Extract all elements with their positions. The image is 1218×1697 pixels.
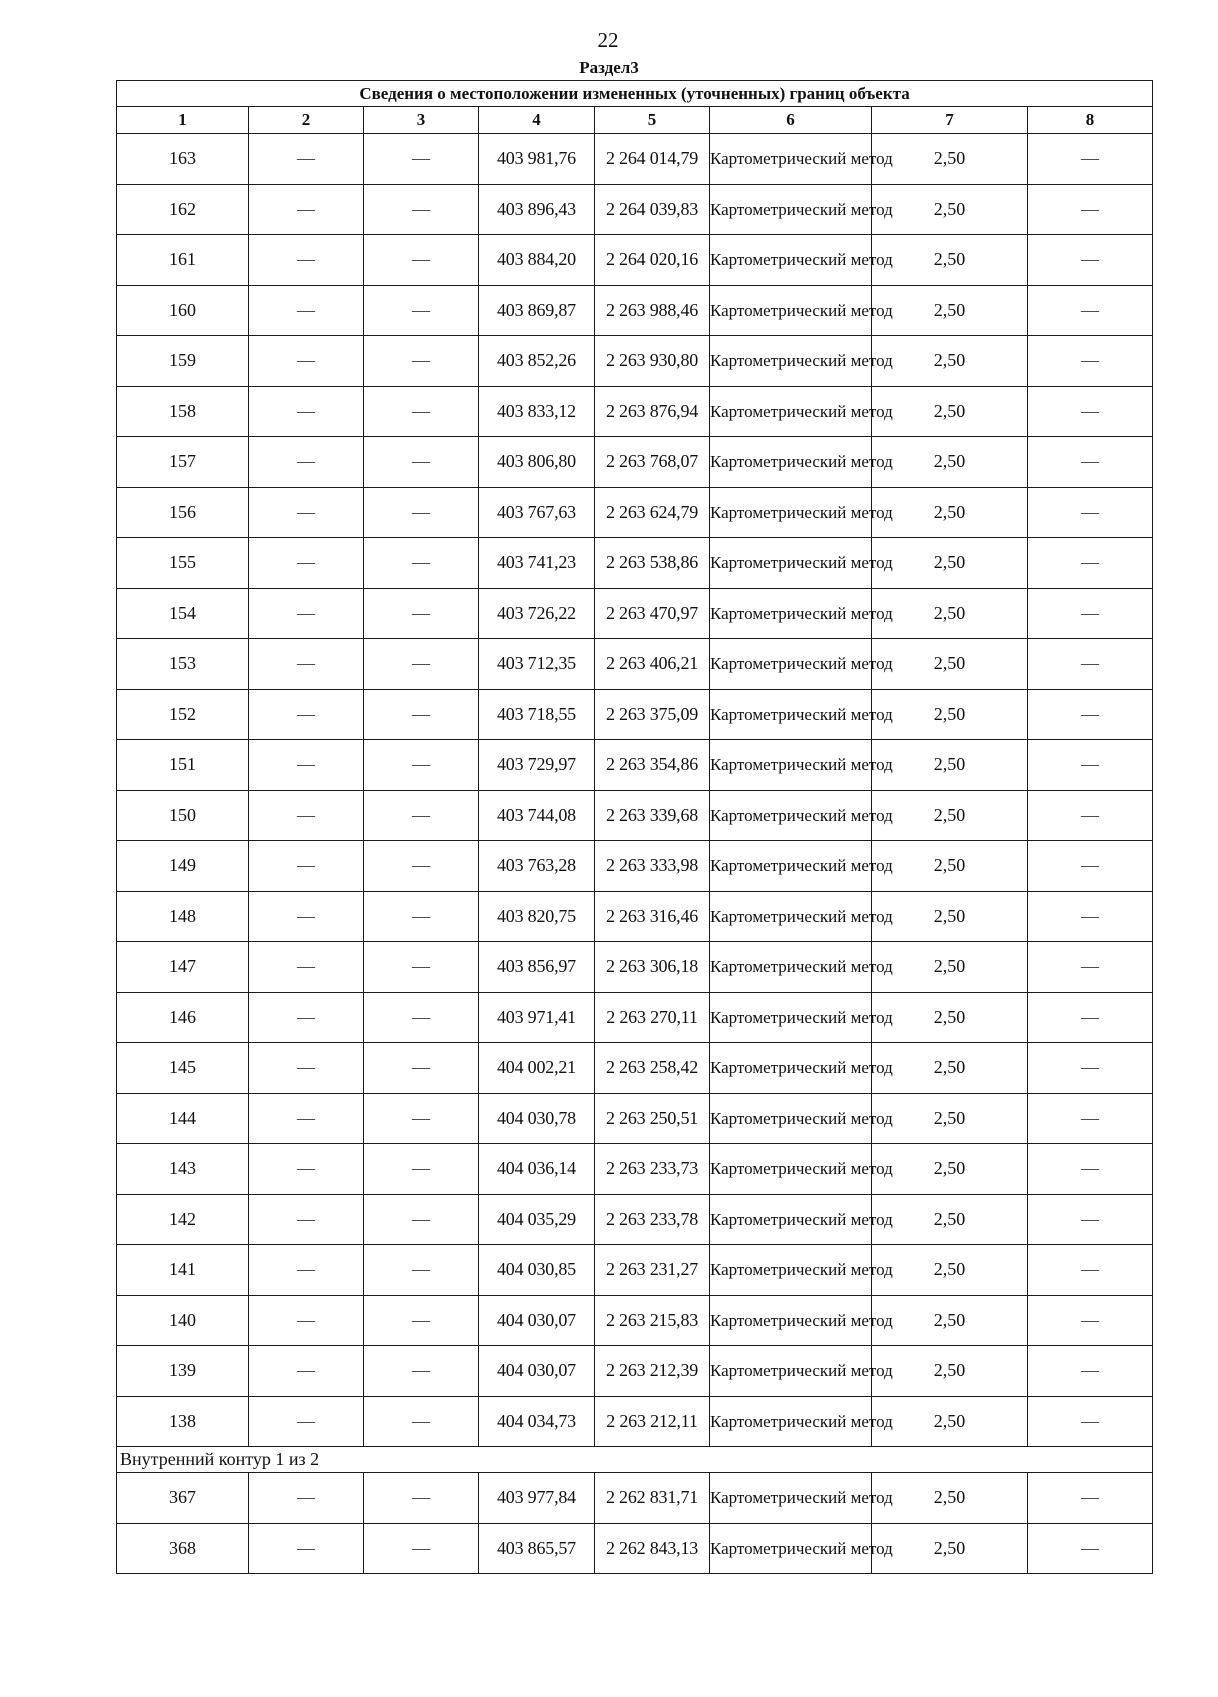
accuracy-cell: 2,50 bbox=[872, 1093, 1028, 1144]
accuracy-cell: 2,50 bbox=[872, 1144, 1028, 1195]
table-row bbox=[117, 992, 1153, 1043]
coordinate-y-cell: 2 263 333,98 bbox=[595, 841, 710, 892]
point-number-cell: 143 bbox=[117, 1144, 249, 1195]
empty-value-cell: — bbox=[364, 1295, 479, 1346]
empty-value-cell: — bbox=[249, 1144, 364, 1195]
empty-value-cell: — bbox=[1028, 891, 1153, 942]
accuracy-cell: 2,50 bbox=[872, 386, 1028, 437]
empty-value-cell: — bbox=[1028, 1194, 1153, 1245]
empty-value-cell: — bbox=[1028, 437, 1153, 488]
point-number-cell: 151 bbox=[117, 740, 249, 791]
point-number-cell: 155 bbox=[117, 538, 249, 589]
accuracy-cell: 2,50 bbox=[872, 740, 1028, 791]
empty-value-cell: — bbox=[364, 992, 479, 1043]
empty-value-cell: — bbox=[1028, 184, 1153, 235]
table-row bbox=[117, 386, 1153, 437]
table-row bbox=[117, 1396, 1153, 1447]
coordinate-x-cell: 403 741,23 bbox=[479, 538, 595, 589]
empty-value-cell: — bbox=[364, 538, 479, 589]
accuracy-cell: 2,50 bbox=[872, 790, 1028, 841]
empty-value-cell: — bbox=[364, 1043, 479, 1094]
accuracy-cell: 2,50 bbox=[872, 942, 1028, 993]
empty-value-cell: — bbox=[364, 1523, 479, 1574]
empty-value-cell: — bbox=[1028, 588, 1153, 639]
empty-value-cell: — bbox=[249, 1194, 364, 1245]
empty-value-cell: — bbox=[364, 437, 479, 488]
empty-value-cell: — bbox=[249, 437, 364, 488]
point-number-cell: 158 bbox=[117, 386, 249, 437]
accuracy-cell: 2,50 bbox=[872, 1245, 1028, 1296]
method-cell: Картометрический метод bbox=[710, 992, 872, 1043]
empty-value-cell: — bbox=[1028, 1295, 1153, 1346]
coordinate-y-cell: 2 263 270,11 bbox=[595, 992, 710, 1043]
method-cell: Картометрический метод bbox=[710, 1245, 872, 1296]
method-cell: Картометрический метод bbox=[710, 1396, 872, 1447]
method-cell: Картометрический метод bbox=[710, 942, 872, 993]
table-row bbox=[117, 689, 1153, 740]
point-number-cell: 157 bbox=[117, 437, 249, 488]
point-number-cell: 144 bbox=[117, 1093, 249, 1144]
empty-value-cell: — bbox=[1028, 1473, 1153, 1524]
coordinate-x-cell: 403 852,26 bbox=[479, 336, 595, 387]
empty-value-cell: — bbox=[249, 1295, 364, 1346]
point-number-cell: 142 bbox=[117, 1194, 249, 1245]
coordinate-y-cell: 2 263 212,39 bbox=[595, 1346, 710, 1397]
empty-value-cell: — bbox=[249, 1043, 364, 1094]
empty-value-cell: — bbox=[1028, 1043, 1153, 1094]
empty-value-cell: — bbox=[249, 1346, 364, 1397]
method-cell: Картометрический метод bbox=[710, 235, 872, 286]
table-row bbox=[117, 1093, 1153, 1144]
empty-value-cell: — bbox=[249, 841, 364, 892]
accuracy-cell: 2,50 bbox=[872, 992, 1028, 1043]
table-row bbox=[117, 841, 1153, 892]
coordinate-y-cell: 2 263 988,46 bbox=[595, 285, 710, 336]
coordinate-x-cell: 403 856,97 bbox=[479, 942, 595, 993]
method-cell: Картометрический метод bbox=[710, 1346, 872, 1397]
accuracy-cell: 2,50 bbox=[872, 689, 1028, 740]
point-number-cell: 153 bbox=[117, 639, 249, 690]
method-cell: Картометрический метод bbox=[710, 790, 872, 841]
empty-value-cell: — bbox=[364, 740, 479, 791]
coordinate-y-cell: 2 263 233,73 bbox=[595, 1144, 710, 1195]
coordinate-y-cell: 2 263 231,27 bbox=[595, 1245, 710, 1296]
empty-value-cell: — bbox=[249, 285, 364, 336]
method-cell: Картометрический метод bbox=[710, 134, 872, 185]
coordinate-y-cell: 2 264 014,79 bbox=[595, 134, 710, 185]
method-cell: Картометрический метод bbox=[710, 336, 872, 387]
coordinate-y-cell: 2 262 831,71 bbox=[595, 1473, 710, 1524]
method-cell: Картометрический метод bbox=[710, 437, 872, 488]
table-row bbox=[117, 487, 1153, 538]
point-number-cell: 147 bbox=[117, 942, 249, 993]
coordinate-x-cell: 404 030,07 bbox=[479, 1295, 595, 1346]
coordinate-y-cell: 2 263 375,09 bbox=[595, 689, 710, 740]
accuracy-cell: 2,50 bbox=[872, 538, 1028, 589]
table-row bbox=[117, 1194, 1153, 1245]
empty-value-cell: — bbox=[364, 1245, 479, 1296]
coordinate-y-cell: 2 263 258,42 bbox=[595, 1043, 710, 1094]
point-number-cell: 148 bbox=[117, 891, 249, 942]
accuracy-cell: 2,50 bbox=[872, 285, 1028, 336]
point-number-cell: 159 bbox=[117, 336, 249, 387]
empty-value-cell: — bbox=[1028, 992, 1153, 1043]
empty-value-cell: — bbox=[364, 1396, 479, 1447]
point-number-cell: 140 bbox=[117, 1295, 249, 1346]
empty-value-cell: — bbox=[1028, 1523, 1153, 1574]
empty-value-cell: — bbox=[1028, 841, 1153, 892]
method-cell: Картометрический метод bbox=[710, 1295, 872, 1346]
table-body bbox=[117, 134, 1153, 1447]
point-number-cell: 152 bbox=[117, 689, 249, 740]
coordinate-x-cell: 403 833,12 bbox=[479, 386, 595, 437]
empty-value-cell: — bbox=[249, 184, 364, 235]
contour-label-row bbox=[117, 1447, 1153, 1473]
coordinate-y-cell: 2 263 233,78 bbox=[595, 1194, 710, 1245]
coordinate-x-cell: 403 896,43 bbox=[479, 184, 595, 235]
table-caption-row bbox=[117, 81, 1153, 107]
empty-value-cell: — bbox=[249, 538, 364, 589]
column-header: 3 bbox=[364, 107, 479, 134]
accuracy-cell: 2,50 bbox=[872, 235, 1028, 286]
accuracy-cell: 2,50 bbox=[872, 184, 1028, 235]
point-number-cell: 163 bbox=[117, 134, 249, 185]
empty-value-cell: — bbox=[364, 386, 479, 437]
table-row bbox=[117, 1346, 1153, 1397]
table-row bbox=[117, 1473, 1153, 1524]
accuracy-cell: 2,50 bbox=[872, 134, 1028, 185]
empty-value-cell: — bbox=[1028, 386, 1153, 437]
method-cell: Картометрический метод bbox=[710, 891, 872, 942]
point-number-cell: 368 bbox=[117, 1523, 249, 1574]
coordinate-y-cell: 2 263 250,51 bbox=[595, 1093, 710, 1144]
coordinate-y-cell: 2 263 212,11 bbox=[595, 1396, 710, 1447]
point-number-cell: 367 bbox=[117, 1473, 249, 1524]
coordinate-y-cell: 2 263 930,80 bbox=[595, 336, 710, 387]
table-row bbox=[117, 1245, 1153, 1296]
table-row bbox=[117, 740, 1153, 791]
coordinate-x-cell: 403 767,63 bbox=[479, 487, 595, 538]
point-number-cell: 161 bbox=[117, 235, 249, 286]
coordinate-x-cell: 403 977,84 bbox=[479, 1473, 595, 1524]
empty-value-cell: — bbox=[249, 235, 364, 286]
coordinate-y-cell: 2 262 843,13 bbox=[595, 1523, 710, 1574]
method-cell: Картометрический метод bbox=[710, 740, 872, 791]
empty-value-cell: — bbox=[1028, 1093, 1153, 1144]
coordinate-y-cell: 2 263 215,83 bbox=[595, 1295, 710, 1346]
table-row bbox=[117, 588, 1153, 639]
coordinate-x-cell: 403 763,28 bbox=[479, 841, 595, 892]
accuracy-cell: 2,50 bbox=[872, 891, 1028, 942]
empty-value-cell: — bbox=[1028, 538, 1153, 589]
point-number-cell: 138 bbox=[117, 1396, 249, 1447]
coordinate-x-cell: 404 002,21 bbox=[479, 1043, 595, 1094]
empty-value-cell: — bbox=[249, 588, 364, 639]
empty-value-cell: — bbox=[364, 184, 479, 235]
coordinate-x-cell: 404 030,07 bbox=[479, 1346, 595, 1397]
accuracy-cell: 2,50 bbox=[872, 1346, 1028, 1397]
table-row bbox=[117, 336, 1153, 387]
accuracy-cell: 2,50 bbox=[872, 1194, 1028, 1245]
accuracy-cell: 2,50 bbox=[872, 1473, 1028, 1524]
table-row bbox=[117, 285, 1153, 336]
table-row bbox=[117, 891, 1153, 942]
column-header: 7 bbox=[872, 107, 1028, 134]
method-cell: Картометрический метод bbox=[710, 1144, 872, 1195]
contour-section bbox=[117, 1447, 1153, 1473]
accuracy-cell: 2,50 bbox=[872, 1396, 1028, 1447]
empty-value-cell: — bbox=[249, 336, 364, 387]
empty-value-cell: — bbox=[364, 1346, 479, 1397]
empty-value-cell: — bbox=[364, 942, 479, 993]
table-row bbox=[117, 1523, 1153, 1574]
coordinate-y-cell: 2 263 316,46 bbox=[595, 891, 710, 942]
table-row bbox=[117, 1043, 1153, 1094]
empty-value-cell: — bbox=[249, 487, 364, 538]
coordinate-x-cell: 403 981,76 bbox=[479, 134, 595, 185]
table-row bbox=[117, 942, 1153, 993]
accuracy-cell: 2,50 bbox=[872, 639, 1028, 690]
column-header: 5 bbox=[595, 107, 710, 134]
coordinate-x-cell: 403 971,41 bbox=[479, 992, 595, 1043]
empty-value-cell: — bbox=[364, 487, 479, 538]
coordinate-x-cell: 403 820,75 bbox=[479, 891, 595, 942]
coordinate-y-cell: 2 263 354,86 bbox=[595, 740, 710, 791]
empty-value-cell: — bbox=[1028, 487, 1153, 538]
coordinate-x-cell: 404 030,78 bbox=[479, 1093, 595, 1144]
column-header-row bbox=[117, 107, 1153, 134]
coordinate-x-cell: 403 712,35 bbox=[479, 639, 595, 690]
table-row bbox=[117, 538, 1153, 589]
coordinate-x-cell: 403 718,55 bbox=[479, 689, 595, 740]
empty-value-cell: — bbox=[249, 942, 364, 993]
coordinate-y-cell: 2 263 306,18 bbox=[595, 942, 710, 993]
contour-label: Внутренний контур 1 из 2 bbox=[117, 1447, 1153, 1473]
method-cell: Картометрический метод bbox=[710, 639, 872, 690]
empty-value-cell: — bbox=[1028, 1346, 1153, 1397]
coordinate-x-cell: 403 869,87 bbox=[479, 285, 595, 336]
empty-value-cell: — bbox=[1028, 740, 1153, 791]
coordinate-y-cell: 2 263 339,68 bbox=[595, 790, 710, 841]
empty-value-cell: — bbox=[249, 1473, 364, 1524]
empty-value-cell: — bbox=[249, 1245, 364, 1296]
method-cell: Картометрический метод bbox=[710, 1473, 872, 1524]
point-number-cell: 156 bbox=[117, 487, 249, 538]
empty-value-cell: — bbox=[249, 134, 364, 185]
empty-value-cell: — bbox=[364, 1194, 479, 1245]
accuracy-cell: 2,50 bbox=[872, 1523, 1028, 1574]
method-cell: Картометрический метод bbox=[710, 184, 872, 235]
method-cell: Картометрический метод bbox=[710, 841, 872, 892]
empty-value-cell: — bbox=[364, 336, 479, 387]
empty-value-cell: — bbox=[364, 1093, 479, 1144]
coordinate-x-cell: 403 884,20 bbox=[479, 235, 595, 286]
accuracy-cell: 2,50 bbox=[872, 487, 1028, 538]
coordinate-y-cell: 2 263 470,97 bbox=[595, 588, 710, 639]
point-number-cell: 145 bbox=[117, 1043, 249, 1094]
method-cell: Картометрический метод bbox=[710, 386, 872, 437]
method-cell: Картометрический метод bbox=[710, 487, 872, 538]
column-header: 6 bbox=[710, 107, 872, 134]
empty-value-cell: — bbox=[249, 891, 364, 942]
empty-value-cell: — bbox=[1028, 285, 1153, 336]
coordinate-x-cell: 403 726,22 bbox=[479, 588, 595, 639]
coordinates-table bbox=[116, 80, 1153, 1574]
coordinate-y-cell: 2 264 020,16 bbox=[595, 235, 710, 286]
method-cell: Картометрический метод bbox=[710, 538, 872, 589]
coordinate-x-cell: 404 034,73 bbox=[479, 1396, 595, 1447]
empty-value-cell: — bbox=[1028, 1144, 1153, 1195]
method-cell: Картометрический метод bbox=[710, 285, 872, 336]
point-number-cell: 162 bbox=[117, 184, 249, 235]
empty-value-cell: — bbox=[1028, 1396, 1153, 1447]
empty-value-cell: — bbox=[249, 790, 364, 841]
empty-value-cell: — bbox=[1028, 1245, 1153, 1296]
table-row bbox=[117, 235, 1153, 286]
coordinate-x-cell: 403 744,08 bbox=[479, 790, 595, 841]
empty-value-cell: — bbox=[249, 992, 364, 1043]
empty-value-cell: — bbox=[364, 689, 479, 740]
empty-value-cell: — bbox=[249, 740, 364, 791]
column-header: 2 bbox=[249, 107, 364, 134]
empty-value-cell: — bbox=[249, 689, 364, 740]
table-row bbox=[117, 134, 1153, 185]
table-row bbox=[117, 639, 1153, 690]
accuracy-cell: 2,50 bbox=[872, 336, 1028, 387]
point-number-cell: 150 bbox=[117, 790, 249, 841]
empty-value-cell: — bbox=[1028, 639, 1153, 690]
empty-value-cell: — bbox=[364, 841, 479, 892]
point-number-cell: 149 bbox=[117, 841, 249, 892]
empty-value-cell: — bbox=[249, 639, 364, 690]
coordinate-x-cell: 403 806,80 bbox=[479, 437, 595, 488]
empty-value-cell: — bbox=[364, 235, 479, 286]
accuracy-cell: 2,50 bbox=[872, 1043, 1028, 1094]
empty-value-cell: — bbox=[1028, 235, 1153, 286]
coordinate-y-cell: 2 263 538,86 bbox=[595, 538, 710, 589]
method-cell: Картометрический метод bbox=[710, 1194, 872, 1245]
empty-value-cell: — bbox=[364, 891, 479, 942]
accuracy-cell: 2,50 bbox=[872, 1295, 1028, 1346]
coordinate-y-cell: 2 263 624,79 bbox=[595, 487, 710, 538]
empty-value-cell: — bbox=[249, 386, 364, 437]
coordinate-y-cell: 2 263 876,94 bbox=[595, 386, 710, 437]
point-number-cell: 160 bbox=[117, 285, 249, 336]
coordinate-x-cell: 403 729,97 bbox=[479, 740, 595, 791]
method-cell: Картометрический метод bbox=[710, 1093, 872, 1144]
empty-value-cell: — bbox=[249, 1093, 364, 1144]
column-header: 4 bbox=[479, 107, 595, 134]
method-cell: Картометрический метод bbox=[710, 1043, 872, 1094]
coordinate-x-cell: 404 030,85 bbox=[479, 1245, 595, 1296]
section-title: Раздел3 bbox=[579, 58, 639, 77]
table-row bbox=[117, 184, 1153, 235]
empty-value-cell: — bbox=[1028, 689, 1153, 740]
coordinate-y-cell: 2 264 039,83 bbox=[595, 184, 710, 235]
method-cell: Картометрический метод bbox=[710, 689, 872, 740]
empty-value-cell: — bbox=[1028, 790, 1153, 841]
contour-table-body bbox=[117, 1473, 1153, 1574]
empty-value-cell: — bbox=[364, 1473, 479, 1524]
coordinate-x-cell: 404 035,29 bbox=[479, 1194, 595, 1245]
empty-value-cell: — bbox=[249, 1396, 364, 1447]
empty-value-cell: — bbox=[1028, 134, 1153, 185]
method-cell: Картометрический метод bbox=[710, 1523, 872, 1574]
page-number: 22 bbox=[597, 28, 619, 52]
point-number-cell: 141 bbox=[117, 1245, 249, 1296]
point-number-cell: 146 bbox=[117, 992, 249, 1043]
empty-value-cell: — bbox=[364, 639, 479, 690]
coordinate-x-cell: 404 036,14 bbox=[479, 1144, 595, 1195]
empty-value-cell: — bbox=[364, 1144, 479, 1195]
table-row bbox=[117, 437, 1153, 488]
accuracy-cell: 2,50 bbox=[872, 841, 1028, 892]
column-header: 8 bbox=[1028, 107, 1153, 134]
empty-value-cell: — bbox=[1028, 942, 1153, 993]
accuracy-cell: 2,50 bbox=[872, 588, 1028, 639]
coordinate-y-cell: 2 263 768,07 bbox=[595, 437, 710, 488]
empty-value-cell: — bbox=[364, 588, 479, 639]
empty-value-cell: — bbox=[364, 790, 479, 841]
empty-value-cell: — bbox=[249, 1523, 364, 1574]
empty-value-cell: — bbox=[364, 285, 479, 336]
method-cell: Картометрический метод bbox=[710, 588, 872, 639]
column-header: 1 bbox=[117, 107, 249, 134]
coordinate-x-cell: 403 865,57 bbox=[479, 1523, 595, 1574]
point-number-cell: 154 bbox=[117, 588, 249, 639]
empty-value-cell: — bbox=[1028, 336, 1153, 387]
point-number-cell: 139 bbox=[117, 1346, 249, 1397]
accuracy-cell: 2,50 bbox=[872, 437, 1028, 488]
coordinate-y-cell: 2 263 406,21 bbox=[595, 639, 710, 690]
table-row bbox=[117, 1295, 1153, 1346]
empty-value-cell: — bbox=[364, 134, 479, 185]
table-caption: Сведения о местоположении измененных (уточненных) границ объекта bbox=[117, 81, 1153, 107]
table-row bbox=[117, 1144, 1153, 1195]
table-row bbox=[117, 790, 1153, 841]
